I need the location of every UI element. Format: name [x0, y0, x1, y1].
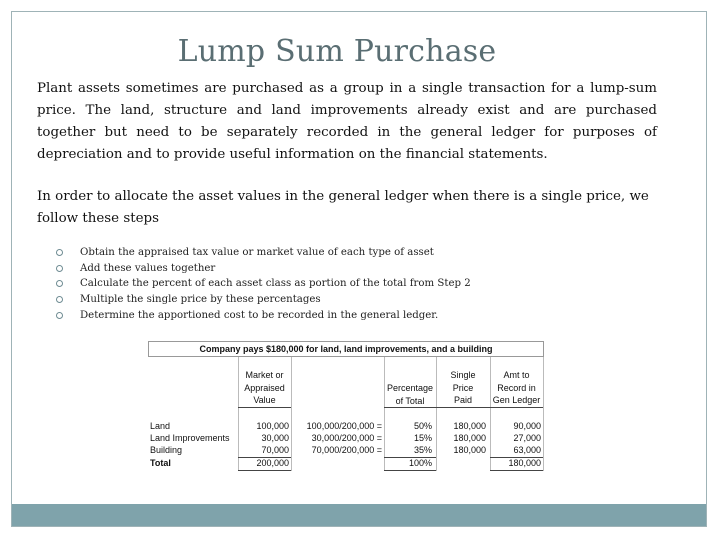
row-amt: 63,000	[513, 445, 541, 455]
header-underline	[238, 407, 291, 408]
total-label: Total	[150, 458, 171, 468]
list-item: Determine the apportioned cost to be recorded in the general ledger.	[56, 307, 471, 323]
total-amt: 180,000	[508, 458, 541, 468]
row-amt: 90,000	[513, 421, 541, 431]
intro-paragraph: Plant assets sometimes are purchased as a group in a single transaction for a lump-sum price. The land, structure and land improvements already exist and are purchased together but need to be separately recorded in the general ledger for purposes of depreciation and to provide useful information on the financial statements.	[37, 81, 657, 162]
row-amt: 27,000	[513, 433, 541, 443]
row-value: 30,000	[261, 433, 289, 443]
circle-bullet-icon	[56, 265, 63, 272]
double-underline	[384, 470, 436, 471]
double-underline	[490, 470, 543, 471]
total-pct: 100%	[408, 458, 432, 468]
row-pct: 15%	[413, 433, 432, 443]
list-item: Multiple the single price by these percentages	[56, 292, 471, 308]
slide-title: Lump Sum Purchase	[177, 34, 497, 69]
grid-line	[543, 357, 544, 471]
row-calc: 70,000/200,000 =	[311, 445, 382, 455]
row-value: 100,000	[256, 421, 289, 431]
total-value: 200,000	[256, 458, 289, 468]
list-item: Calculate the percent of each asset class as portion of the total from Step 2	[56, 276, 471, 292]
row-price: 180,000	[453, 421, 486, 431]
header-market: Market or Appraised Value	[244, 370, 285, 405]
list-item: Obtain the appraised tax value or market value of each type of asset	[56, 245, 471, 261]
header-amount: Amt to Record in Gen Ledger	[492, 370, 541, 405]
row-price: 180,000	[453, 433, 486, 443]
list-item: Add these values together	[56, 261, 471, 277]
header-underline	[436, 407, 490, 408]
row-label: Building	[150, 445, 183, 455]
header-percentage: Percentage of Total	[386, 383, 434, 406]
header-single-price: Single Price Paid	[450, 370, 476, 405]
row-value: 70,000	[261, 445, 289, 455]
steps-intro-paragraph: In order to allocate the asset values in the general ledger when there is a single price, we follow these steps	[37, 189, 649, 226]
circle-bullet-icon	[56, 280, 63, 287]
steps-list	[56, 245, 471, 323]
footer-band	[12, 504, 706, 526]
allocation-table	[148, 341, 544, 471]
header-underline	[384, 407, 436, 408]
double-underline	[238, 470, 291, 471]
row-label: Land	[150, 421, 171, 431]
header-underline	[490, 407, 543, 408]
row-calc: 100,000/200,000 =	[306, 421, 382, 431]
circle-bullet-icon	[56, 296, 63, 303]
circle-bullet-icon	[56, 249, 63, 256]
row-pct: 35%	[413, 445, 432, 455]
row-pct: 50%	[413, 421, 432, 431]
row-calc: 30,000/200,000 =	[311, 433, 382, 443]
table-caption: Company pays $180,000 for land, land improvements, and a building	[148, 341, 544, 357]
circle-bullet-icon	[56, 312, 63, 319]
row-label: Land Improvements	[150, 433, 230, 443]
row-price: 180,000	[453, 445, 486, 455]
